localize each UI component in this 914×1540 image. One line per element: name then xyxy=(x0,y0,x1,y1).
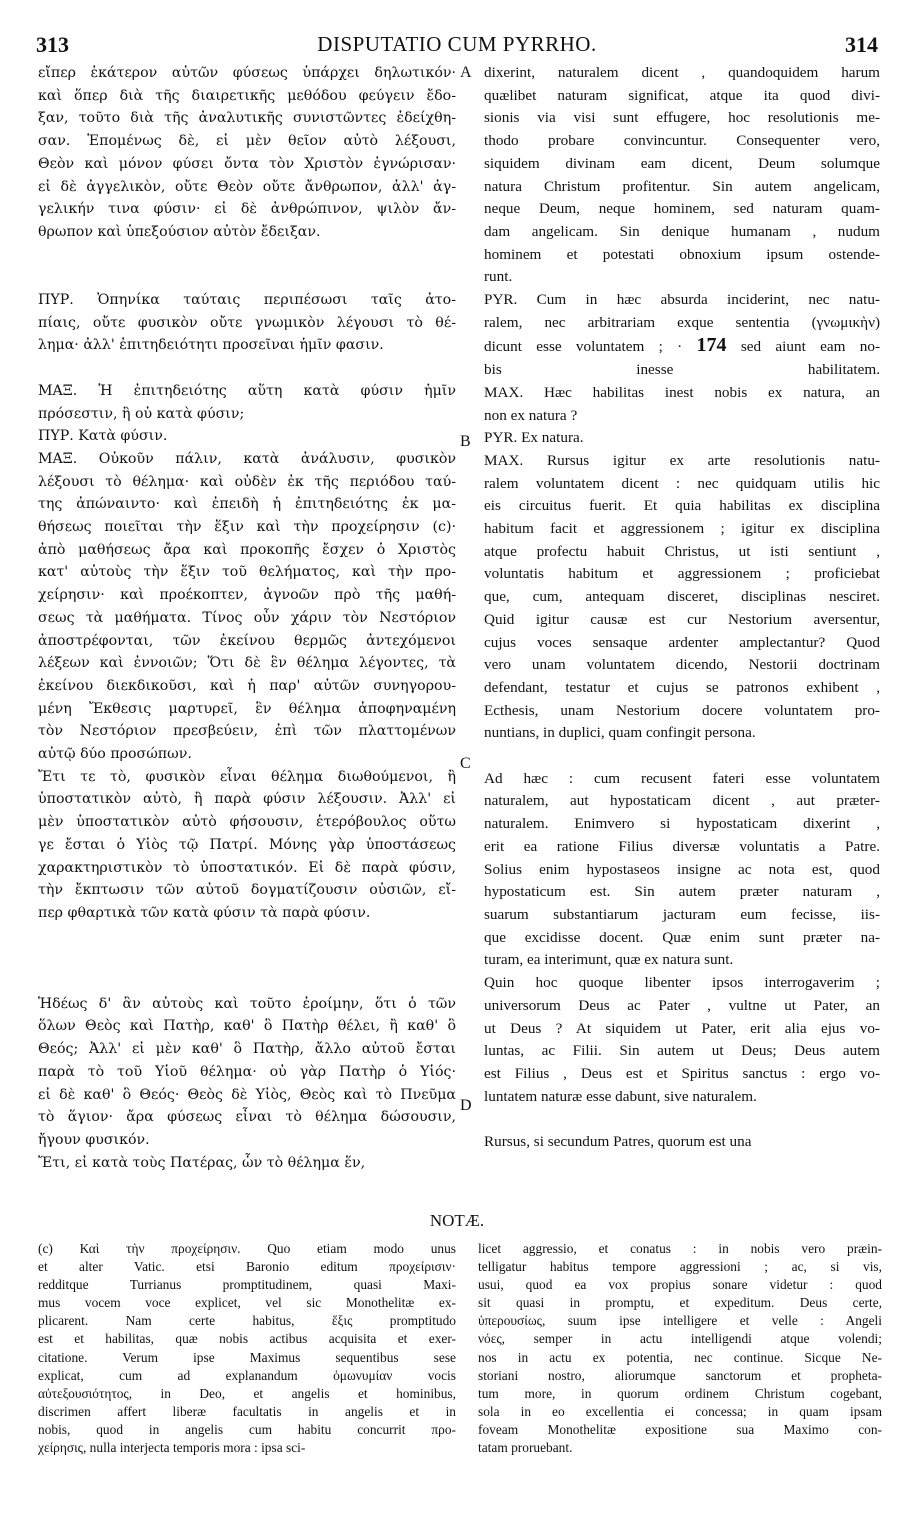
notes-left-column xyxy=(38,1240,456,1457)
latin_lines-line: neque Deum, neque hominem, sed naturam quam- xyxy=(484,200,880,218)
greek_lines-line: λέξουσι τὸ θέλημα· καὶ οὐδὲν ἐκ τῆς περιόδου ταύ- xyxy=(38,473,456,490)
column-marker-174: 174 xyxy=(696,334,727,357)
greek_lines-line: πίαις, οὔτε φυσικὸν οὔτε γνωμικὸν λέγουσι τὸ θέ- xyxy=(38,314,456,331)
greek_lines-line: Θεός; Ἀλλ' εἰ μὲν καθ' ὃ Πατὴρ, ἄλλο αὐτοῦ ἔσται xyxy=(38,1041,456,1058)
greek_lines-line: ΜΑΞ. Ἡ ἐπιτηδειότης αὕτη κατὰ φύσιν ἡμῖν xyxy=(38,382,456,399)
notes.right_lines-line: licet aggressio, et conatus : in nobis vero præin- xyxy=(478,1241,882,1256)
greek_lines-spacer xyxy=(38,947,456,970)
greek_lines-spacer xyxy=(38,244,456,267)
notes.left_lines-line: est et habilitas, quæ nobis actibus acquisita et exer- xyxy=(38,1331,456,1347)
latin_lines-line: ralem voluntatem dicent : nec quidquam utilis hic xyxy=(484,474,880,492)
greek_lines-line: Θεὸν καὶ μόνον φύσει ὄντα τὸν Χριστὸν ἐγνώρισαν· xyxy=(38,155,456,172)
greek_lines-spacer xyxy=(38,925,456,948)
latin_lines-line: PYR. Cum in hæc absurda inciderint, nec natu- xyxy=(484,291,880,309)
greek_lines-line: μὲν ὑποστατικὸν αὐτὸ φήσουσιν, ἑτερόβουλος οὕτω xyxy=(38,814,456,831)
latin_lines-spacer xyxy=(484,745,880,768)
latin_lines-line: dicunt esse voluntatem ; · 174 sed aiunt eam no- xyxy=(484,334,880,357)
margin-letter-c: C xyxy=(460,755,471,772)
latin_lines-line: eis circuitus fuerit. Et quia habilitas ex disciplina xyxy=(484,497,880,515)
latin_lines-line: sionis via visi sunt effugere, hoc resolutionis me- xyxy=(484,109,880,127)
greek_lines-spacer xyxy=(38,266,456,289)
latin_lines-line: Ad hæc : cum recusent fateri esse voluntatem xyxy=(484,769,880,787)
latin_lines-line: natura Christum profitentur. Sin autem angelicam, xyxy=(484,177,880,195)
greek_lines-line: ἐκείνου διεκδικοῦσι, καὶ ἡ παρ' αὐτῶν συνηγορου- xyxy=(38,677,456,694)
notes.right_lines-line: telligatur habitus tempore aggressioni ; ac, si vis, xyxy=(478,1259,882,1275)
notes.left_lines-line: (c) Καὶ τὴν προχείρησιν. Quo etiam modo unus xyxy=(38,1241,456,1256)
notes.right_lines-line: sit quasi in promptu, et expeditum. Deus certe, xyxy=(478,1295,882,1311)
notes.left_lines-line: plicarent. Nam certe habitus, ἕξις promptitudo xyxy=(38,1313,456,1329)
greek_lines-line: χαρακτηριστικὸν τὸ ὑποστατικόν. Εἰ δὲ παρὰ φύσιν, xyxy=(38,859,456,876)
notes.left_lines-line: αὐτεξουσιότητος, in Deo, et angelis et hominibus, xyxy=(38,1385,456,1401)
latin_lines-line: hominem et potestati obnoxium ipsum ostende- xyxy=(484,245,880,263)
latin_lines-line: est Filius , Deus est et Spiritus sanctus : ergo vo- xyxy=(484,1064,880,1082)
latin_lines-line: MAX. Hæc habilitas inest nobis ex natura, an xyxy=(484,383,880,401)
greek_lines-line: σαν. Ἑπομένως δὲ, εἰ μὲν θεῖον αὐτὸ λέξουσι, xyxy=(38,133,456,150)
notes-heading: NOTÆ. xyxy=(429,1211,485,1230)
latin_lines-line: universorum Deus ac Pater , vultne ut Pater, an xyxy=(484,996,880,1014)
latin_lines-line: thodo probare convincuntur. Consequenter vero, xyxy=(484,132,880,150)
page-header xyxy=(0,28,914,58)
greek_lines-line: θήσεως ποιεῖται τὴν ἕξιν καὶ τὴν προχείρησιν (c)· xyxy=(38,519,456,536)
latin_lines-line: siquidem divinam eam dicent, Deum solumque xyxy=(484,154,880,172)
greek_lines-line: μένη Ἔκθεσις μαρτυρεῖ, ἓν θέλημα ἀποφηναμένη xyxy=(38,700,456,717)
notes.left_lines-line: redditque Turrianus promptitudinem, quasi Maxi- xyxy=(38,1277,456,1293)
greek_lines-line: θρωπον καὶ ὑπεξούσιον αὐτὸν ἔδειξαν. xyxy=(38,223,321,240)
greek_lines-line: ΠΥΡ. Ὁπηνίκα ταύταις περιπέσωσι ταῖς ἀτο- xyxy=(38,292,456,308)
notes.right_lines-line: νόες, semper in actu intelligendi atque volendi; xyxy=(478,1331,882,1347)
greek_lines-line: γελικήν τινα φύσιν· εἰ δὲ ἀνθρώπινον, ψιλὸν ἄν- xyxy=(38,201,456,218)
greek_lines-spacer xyxy=(38,970,456,993)
greek_lines-line: γε ἔσται ὁ Υἱὸς τῷ Πατρί. Μόνης γὰρ ὑποστάσεως xyxy=(38,836,456,853)
notes.right_lines-line: tum more, in quorum ordinem Christum cogebant, xyxy=(478,1385,882,1401)
latin_lines-line: que, cum, antequam disceret, disciplinas nesciret. xyxy=(484,588,880,606)
greek_lines-line: Ἔτι, εἰ κατὰ τοὺς Πατέρας, ὧν τὸ θέλημα ἕν, xyxy=(38,1154,366,1171)
margin-letter-a: A xyxy=(460,64,472,81)
greek_lines-line: λημα· ἀλλ' ἐπιτηδειότητι προσεῖναι ἡμῖν φασιν. xyxy=(38,337,384,354)
margin-letter-b: B xyxy=(460,433,471,450)
greek-text-column xyxy=(38,62,456,1174)
notes.left_lines-line: et alter Vatic. etsi Baronio editum προχείρισιν· xyxy=(38,1259,456,1275)
greek_lines-line: εἰ δὲ καθ' ὃ Θεός· Θεὸς δὲ Υἱὸς, Θεὸς καὶ τὸ Πνεῦμα xyxy=(38,1086,456,1103)
greek_lines-line: της ἀπώναιντο· καὶ ἐπειδὴ ἡ ἐπιτηδειότης ἐκ μα- xyxy=(38,496,456,513)
notes.right_lines-line: ὑπερουσίως, suum ipse intelligere et velle : Angeli xyxy=(478,1313,882,1329)
greek_lines-line: τὴν ἔκπτωσιν τῶν αὐτοῦ δογματίζουσιν οὐσιῶν, εἴ- xyxy=(38,882,456,899)
latin_lines-line: naturalem. Enimvero si hypostaticam dixerint , xyxy=(484,815,880,833)
notes.left_lines-line: discrimen affert liberæ facultatis in angelis et in xyxy=(38,1403,456,1419)
greek_lines-line: ἀποστρέφονται, τῶν ἐκείνου θερμῶς ἀντεχόμενοι xyxy=(38,632,456,649)
latin_lines-line: PYR. Ex natura. xyxy=(484,429,584,447)
greek_lines-line: ΜΑΞ. Οὐκοῦν πάλιν, κατὰ ἀνάλυσιν, φυσικὸν xyxy=(38,450,456,467)
latin_lines-line: que excidisse docent. Quæ enim sunt præter na- xyxy=(484,928,880,946)
greek_lines-line: Ἔτι τε τὸ, φυσικὸν εἶναι θέλημα διωθούμενοι, ἢ xyxy=(38,768,456,785)
latin_lines-line: quælibet naturam significat, atque ita quod divi- xyxy=(484,86,880,104)
margin-letter-d: D xyxy=(460,1097,472,1114)
greek_lines-line: σεως τὰ μαθήματα. Τίνος οὖν χάριν τὸν Νεστόριον xyxy=(38,609,456,626)
greek_lines-line: Ἡδέως δ' ἂν αὐτοὺς καὶ τοῦτο ἐροίμην, ὅτι ὁ τῶν xyxy=(38,995,456,1012)
greek_lines-spacer xyxy=(38,357,456,380)
latin_lines-line: ralem, nec arbitrariam exque sententia (γνωμικὴν) xyxy=(484,313,880,331)
latin_lines-line: runt. xyxy=(484,268,513,286)
greek_lines-line: περ φθαρτικὰ τῶν κατὰ φύσιν τὰ παρὰ φύσιν. xyxy=(38,904,371,921)
latin_lines-spacer xyxy=(484,1108,880,1131)
notes.right_lines-line: sola in eo excellentia ei concessa; in quam ipsam xyxy=(478,1403,882,1419)
notes.left_lines-line: χείρησις, nulla interjecta temporis mora : ipsa sci- xyxy=(38,1440,306,1456)
greek_lines-line: λέξεων καὶ ἐννοιῶν; Ὅτι δὲ ἓν θέλημα λέγοντες, τὰ xyxy=(38,655,456,672)
latin_lines-line: Rursus, si secundum Patres, quorum est una xyxy=(484,1133,752,1151)
latin_lines-line: hypostaticum est. Sin autem præter naturam , xyxy=(484,883,880,901)
latin_lines-line: vero unam voluntatem dicendo, Nestorii doctrinam xyxy=(484,656,880,674)
page-number-right: 314 xyxy=(845,32,878,57)
page-number-left: 313 xyxy=(36,32,69,57)
greek_lines-line: ὅλων Θεὸς καὶ Πατὴρ, καθ' ὃ Πατὴρ θέλει, ἢ καθ' ὃ xyxy=(38,1018,456,1035)
latin_lines-line: Quin hoc quoque libenter ipsos interrogaverim ; xyxy=(484,974,880,992)
greek_lines-line: παρὰ τὸ τοῦ Υἱοῦ θέλημα· οὐ γὰρ Πατὴρ ὁ Υἱός· xyxy=(38,1063,456,1080)
notes.left_lines-line: explicat, cum ad explanandum ὁμωνυμίαν vocis xyxy=(38,1367,456,1383)
latin_lines-line: habitum facit et aggressionem ; igitur ex disciplina xyxy=(484,520,880,538)
greek_lines-line: εἴπερ ἑκάτερον αὐτῶν φύσεως ὑπάρχει δηλωτικόν· xyxy=(38,65,456,81)
greek_lines-line: εἰ δὲ ἀγγελικὸν, οὔτε Θεὸν οὔτε ἄνθρωπον, ἀλλ' ἀγ- xyxy=(38,178,456,195)
latin_lines-line: Solius enim hypostaseos insigne ac nota est, quod xyxy=(484,860,880,878)
latin-text-column xyxy=(484,62,880,1154)
notes.left_lines-line: mus vocem voce explicet, vel sic Monothelitæ ex- xyxy=(38,1295,456,1311)
notes.right_lines-line: nos in actu ex potentia, nec continue. Sicque Ne- xyxy=(478,1349,882,1365)
greek_lines-line: ξαν, τοῦτο διὰ τῆς ἀναλυτικῆς συνιστῶντες ἐδείχθη- xyxy=(38,110,456,127)
latin_lines-line: luntas, ac Filii. Sin autem ut Deus; Deus autem xyxy=(484,1042,880,1060)
latin_lines-line: Ecthesis, unam Nestorium docere voluntatem pro- xyxy=(484,701,880,719)
greek_lines-line: κατ' αὐτοὺς τὴν ἕξιν τοῦ θελήματος, καὶ τὴν προ- xyxy=(38,564,456,581)
notes.right_lines-line: foveam Monothelitæ expositione sua Maximo con- xyxy=(478,1421,882,1437)
greek_lines-line: καὶ ὅπερ διὰ τῆς διαιρετικῆς μεθόδου φεύγειν ἔδο- xyxy=(38,87,456,104)
notes.right_lines-line: tatam proruebant. xyxy=(478,1440,573,1456)
greek_lines-line: ἀπὸ μαθήσεως ἄρα καὶ προκοπῆς ἔσχεν ὁ Χριστὸς xyxy=(38,541,456,558)
notes.left_lines-line: citatione. Verum ipse Maximus sequentibus sese xyxy=(38,1349,456,1365)
latin_lines-line: dixerint, naturalem dicent , quandoquidem harum xyxy=(484,64,880,81)
latin_lines-line: atque profectu habuit Christus, ut isti sentiunt , xyxy=(484,542,880,560)
latin_lines-line: non ex natura ? xyxy=(484,406,578,424)
latin_lines-line: Quid igitur causæ est cur Nestorium aversentur, xyxy=(484,610,880,628)
latin_lines-line: defendant, testatur et cujus se patronos exhibent , xyxy=(484,678,880,696)
greek_lines-line: τὸν Νεστόριον πρεσβεύειν, ἐπὶ τῶν πλαττομένων xyxy=(38,723,456,740)
notes.right_lines-line: usui, quod ea vox propius sonare videtur : quod xyxy=(478,1277,882,1293)
latin_lines-line: turam, ea interimunt, quæ ex natura sunt. xyxy=(484,951,734,969)
latin_lines-line: naturalem, aut hypostaticam dicent , aut præter- xyxy=(484,792,880,810)
latin_lines-line: luntatem naturæ esse dabunt, sive naturalem. xyxy=(484,1087,757,1105)
notes-right-column xyxy=(478,1240,882,1457)
notes.right_lines-line: storiani nostro, aliorumque sanctorum et propheta- xyxy=(478,1367,882,1383)
greek_lines-line: ὑποστατικὸν αὐτὸ, ἢ παρὰ φύσιν λέξουσιν. Ἀλλ' εἰ xyxy=(38,791,456,808)
greek_lines-line: πρόσεστιν, ἢ οὐ κατὰ φύσιν; xyxy=(38,405,245,422)
greek_lines-line: τὸ ἅγιον· ἄρα φύσεως εἶναι τὸ θέλημα δώσουσιν, xyxy=(38,1109,456,1126)
latin_lines-line: nuntians, in duplici, quam confingit persona. xyxy=(484,724,756,742)
latin_lines-line: cujus voces sensaque ardenter amplectantur? Quod xyxy=(484,633,880,651)
greek_lines-line: χείρησιν· καὶ προέκοπτεν, ἀγνοῶν πρὸ τῆς μαθή- xyxy=(38,587,456,604)
latin_lines-line: ut Deus ? At siquidem ut Pater, erit alia ejus vo- xyxy=(484,1019,880,1037)
greek_lines-line: ἤγουν φυσικόν. xyxy=(38,1131,150,1148)
greek_lines-line: αὐτῷ δύο προσώπων. xyxy=(38,746,192,763)
greek_lines-line: ΠΥΡ. Κατὰ φύσιν. xyxy=(38,428,168,445)
latin_lines-line: dam angelicam. Sin denique humanam , nudum xyxy=(484,222,880,240)
running-title: DISPUTATIO CUM PYRRHO. xyxy=(317,32,597,56)
latin_lines-line: MAX. Rursus igitur ex arte resolutionis natu- xyxy=(484,451,880,469)
latin_lines-line: suarum substantiarum jacturam eum fecisse, iis- xyxy=(484,906,880,923)
notes.left_lines-line: nobis, quod in angelis cum habitu concurrit προ- xyxy=(38,1421,456,1437)
latin_lines-line: erit ea ratione Filius diversæ voluntatis a Patre. xyxy=(484,837,880,855)
latin_lines-line: bis inesse habilitatem. xyxy=(484,361,880,379)
latin_lines-line: voluntatis habitum et aggressionem ; proficiebat xyxy=(484,565,880,583)
